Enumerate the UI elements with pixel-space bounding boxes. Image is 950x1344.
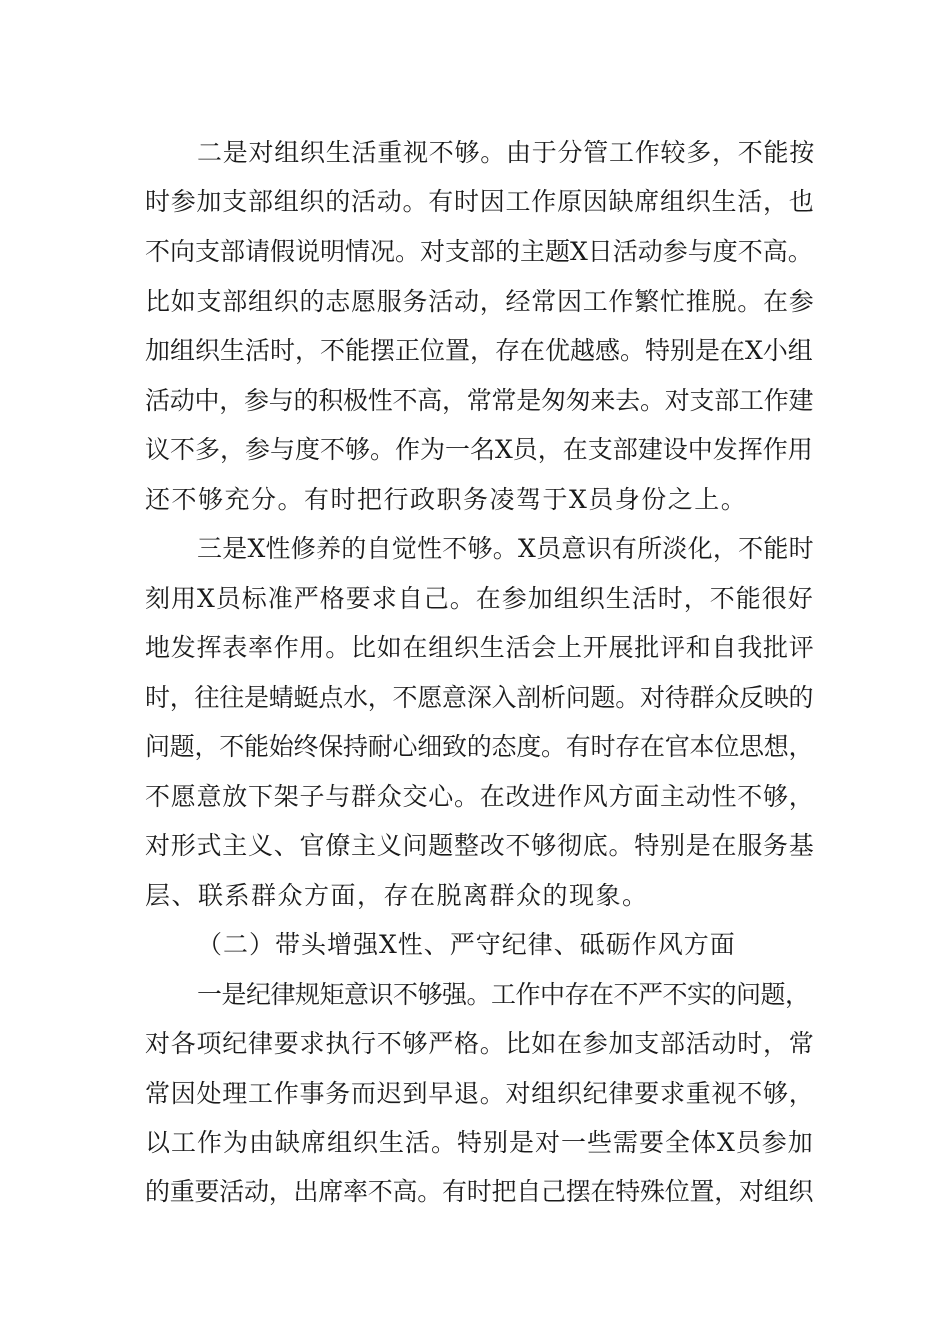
paragraph-line: 对各项纪律要求执行不够严格。比如在参加支部活动时，常 [145, 1029, 815, 1058]
paragraph-line: 对形式主义、官僚主义问题整改不够彻底。特别是在服务基 [145, 831, 815, 860]
paragraph-line: 问题，不能始终保持耐心细致的态度。有时存在官本位思想， [145, 732, 814, 761]
paragraph-line: 时，往往是蜻蜓点水，不愿意深入剖析问题。对待群众反映的 [145, 683, 814, 712]
paragraph-line: 加组织生活时，不能摆正位置，存在优越感。特别是在X小组 [145, 336, 813, 365]
paragraph-line: 比如支部组织的志愿服务活动，经常因工作繁忙推脱。在参 [145, 287, 815, 316]
paragraph-line: 三是X性修养的自觉性不够。X员意识有所淡化，不能时 [197, 534, 814, 563]
paragraph-line: 二是对组织生活重视不够。由于分管工作较多，不能按 [197, 138, 816, 167]
paragraph-line: 不愿意放下架子与群众交心。在改进作风方面主动性不够， [145, 782, 815, 811]
paragraph-line: 活动中，参与的积极性不高，常常是匆匆来去。对支部工作建 [145, 386, 814, 415]
paragraph-line: 一是纪律规矩意识不够强。工作中存在不严不实的问题， [197, 980, 810, 1009]
paragraph-line: 常因处理工作事务而迟到早退。对组织纪律要求重视不够， [145, 1079, 815, 1108]
paragraph-line: 层、联系群众方面，存在脱离群众的现象。 [145, 881, 649, 910]
paragraph-line: 不向支部请假说明情况。对支部的主题X日活动参与度不高。 [145, 237, 813, 266]
paragraph-line: 议不多，参与度不够。作为一名X员，在支部建设中发挥作用 [145, 435, 813, 464]
paragraph-line: 的重要活动，出席率不高。有时把自己摆在特殊位置，对组织 [145, 1177, 814, 1206]
paragraph-line: 刻用X员标准严格要求自己。在参加组织生活时，不能很好 [145, 584, 814, 613]
paragraph-line: 地发挥表率作用。比如在组织生活会上开展批评和自我批评 [145, 633, 815, 662]
paragraph-line: 还不够充分。有时把行政职务凌驾于X员身份之上。 [145, 485, 748, 514]
paragraph-line: 以工作为由缺席组织生活。特别是对一些需要全体X员参加 [145, 1128, 814, 1157]
section-heading: （二）带头增强X性、严守纪律、砥砺作风方面 [197, 930, 736, 959]
paragraph-line: 时参加支部组织的活动。有时因工作原因缺席组织生活，也 [145, 187, 815, 216]
